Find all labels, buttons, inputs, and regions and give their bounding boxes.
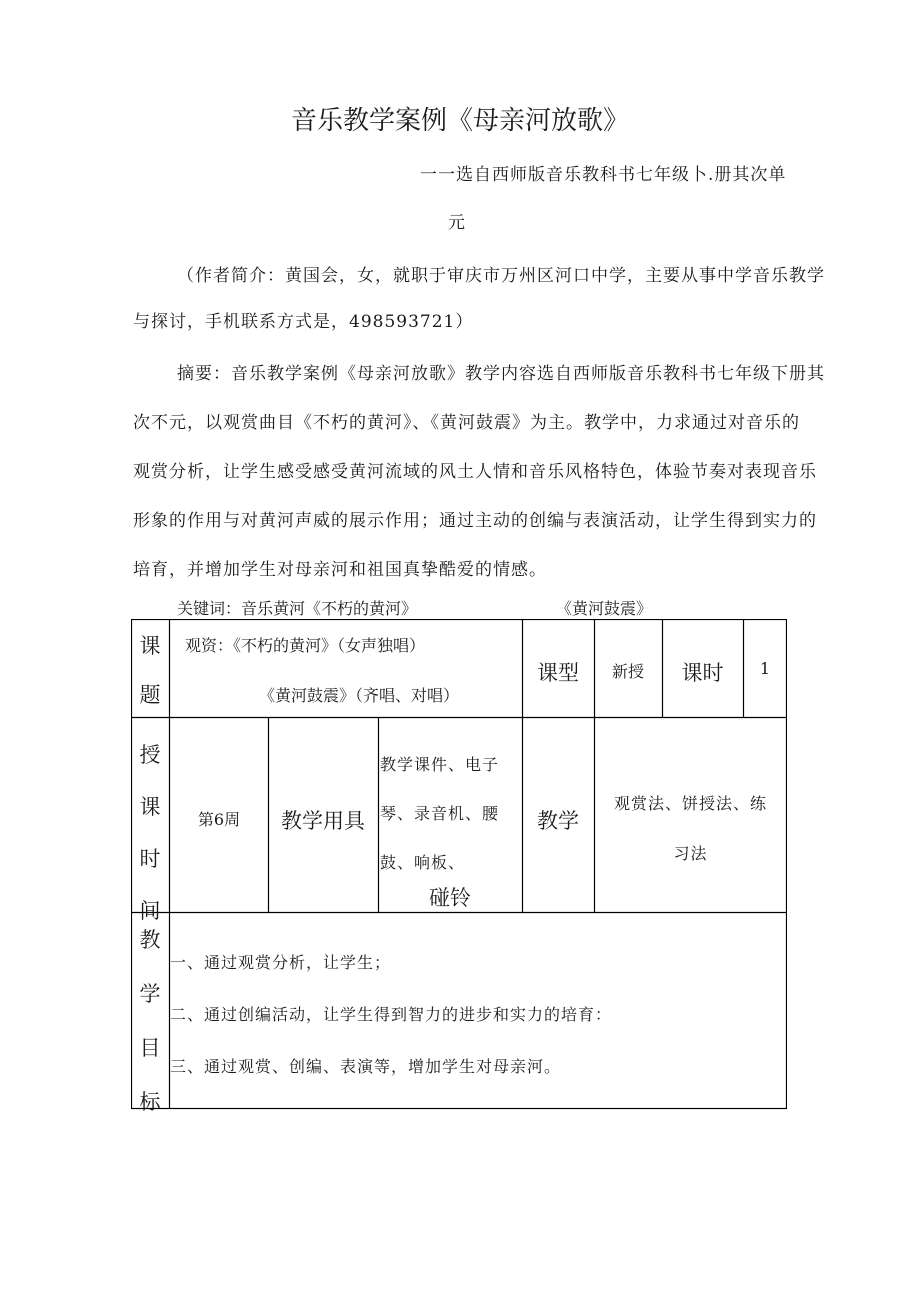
tools-line: 教学课件、电子 bbox=[380, 755, 500, 774]
header-char: 题 bbox=[139, 683, 161, 707]
row-header-time bbox=[131, 729, 169, 937]
teaching-goals bbox=[170, 937, 612, 1093]
abstract bbox=[133, 350, 825, 595]
abstract-line: 次不元，以观赏曲目《不朽的黄河》、《黄河鼓震》为主。教学中，力求通过对音乐的 bbox=[133, 413, 800, 433]
teaching-week: 第6周 bbox=[197, 810, 241, 829]
subtitle-line-2: 元 bbox=[448, 213, 465, 233]
author-line-2: 与探讨，手机联系方式是，498593721） bbox=[133, 312, 474, 332]
method-line: 习法 bbox=[673, 844, 708, 863]
teaching-tools-label: 教学用具 bbox=[281, 809, 365, 833]
teaching-methods bbox=[594, 779, 787, 879]
page-title: 音乐教学案例《母亲河放歌》 bbox=[290, 106, 629, 136]
header-char: 教 bbox=[139, 928, 161, 952]
abstract-line: 形象的作用与对黄河声威的展示作用；通过主动的创编与表演活动，让学生得到实力的 bbox=[133, 511, 817, 531]
tools-line: 鼓、响板、 bbox=[380, 853, 466, 872]
method-line: 观赏法、饼授法、练 bbox=[613, 794, 767, 813]
teaching-tools-last: 碰铃 bbox=[429, 886, 471, 910]
header-char: 时 bbox=[139, 847, 161, 871]
lesson-hours-value: 1 bbox=[759, 659, 771, 678]
author-intro bbox=[133, 253, 825, 345]
header-char: 课 bbox=[139, 795, 161, 819]
keywords-label: 关键词：音乐黄河《不朽的黄河》 bbox=[177, 599, 418, 618]
lesson-type-value: 新授 bbox=[611, 662, 644, 681]
subtitle-line-1: 一一选自西师版音乐教科书七年级卜.册其次单 bbox=[420, 165, 787, 185]
lesson-hours-label: 课时 bbox=[681, 661, 724, 685]
keywords-extra: 《黄河鼓震》 bbox=[556, 599, 653, 618]
abstract-line: 摘要：音乐教学案例《母亲河放歌》教学内容选自西师版音乐教科书七年级下册其 bbox=[177, 364, 825, 384]
goal-item: 一、通过观赏分析，让学生； bbox=[170, 953, 392, 972]
row-header-topic bbox=[131, 619, 169, 717]
lesson-type-label: 课型 bbox=[537, 661, 579, 685]
header-char: 间 bbox=[139, 899, 161, 923]
author-line-1: （作者简介：黄国会，女，就职于审庆市万州区河口中学，主要从事中学音乐教学 bbox=[177, 266, 825, 286]
abstract-line: 培育，并增加学生对母亲河和祖国真挚酷爱的情感。 bbox=[133, 560, 547, 580]
header-char: 课 bbox=[139, 634, 161, 658]
header-char: 学 bbox=[139, 982, 161, 1006]
lesson-table bbox=[131, 619, 787, 1114]
header-char: 标 bbox=[139, 1090, 161, 1114]
teaching-method-label: 教学 bbox=[537, 809, 579, 833]
goal-item: 三、通过观赏、创编、表演等，增加学生对母亲河。 bbox=[170, 1057, 562, 1076]
goal-item: 二、通过创编活动，让学生得到智力的进步和实力的培育： bbox=[170, 1005, 613, 1024]
header-char: 目 bbox=[139, 1036, 161, 1060]
teaching-tools bbox=[380, 740, 499, 887]
tools-line: 琴、录音机、腰 bbox=[380, 804, 500, 823]
topic-line-2: 《黄河鼓震》（齐唱、对唱） bbox=[259, 686, 460, 705]
topic-line-1: 观资：《不朽的黄河》（女声独唱） bbox=[185, 636, 426, 655]
row-header-goals bbox=[131, 913, 169, 1129]
header-char: 授 bbox=[139, 743, 161, 767]
abstract-line: 观赏分析，让学生感受感受黄河流域的风土人情和音乐风格特色，体验节奏对表现音乐 bbox=[133, 462, 817, 482]
